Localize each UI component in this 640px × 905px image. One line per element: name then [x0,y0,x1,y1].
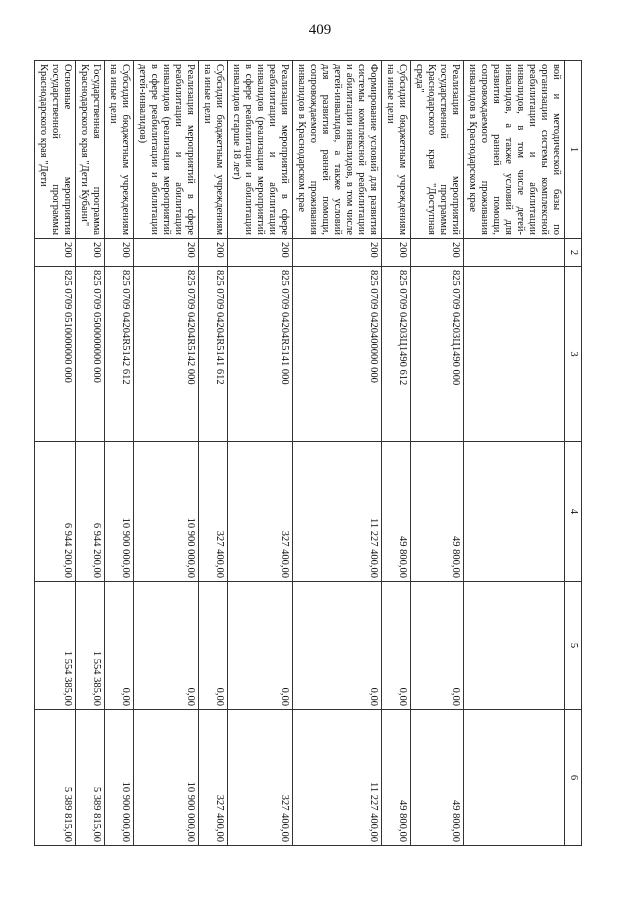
row-value-4: 6 944 200,00 [35,442,76,582]
row-name: Государственная программа Краснодарского края "Дети Кубани" [76,61,105,239]
row-value-4 [464,442,565,582]
row-value-5: 0,00 [228,582,293,710]
rotated-table-container [38,60,582,845]
row-value-6: 5 389 815,00 [76,710,105,846]
row-value-5: 0,00 [382,582,411,710]
table-row [293,61,382,846]
row-name: Субсидии бюджетным учреждениям на иные цели [105,61,134,239]
row-value-4: 327 400,00 [228,442,293,582]
row-value-4: 11 227 400,00 [293,442,382,582]
row-code: 825 0709 0510000000 000 [35,267,76,442]
row-name: Реализация мероприятий в сфере реабилитации и абилитации инвалидов (реализация мероприятий в сфере реабилитации и абилитации инвалидов старше 18 лет) [228,61,293,239]
table-row [382,61,411,846]
row-name: Основные мероприятия государственной программы Краснодарского края "Дети [35,61,76,239]
row-value-5: 1 554 385,00 [76,582,105,710]
row-value-5: 0,00 [199,582,228,710]
row-value-6: 11 227 400,00 [293,710,382,846]
row-grbs: 200 [35,239,76,267]
row-value-4: 49 800,00 [411,442,464,582]
row-grbs: 200 [76,239,105,267]
row-code: 825 0709 04203Ц1490 000 [411,267,464,442]
row-value-5: 0,00 [105,582,134,710]
table-header-row [565,61,582,846]
table-row [105,61,134,846]
row-value-6 [464,710,565,846]
row-name: Формирование условий для развития системы комплексной реабилитации и абилитации инвалидов, в том числе детей-инвалидов, а также условий для развития ранней помощи, сопровождаемого проживания инвалидов в Краснодарском крае [293,61,382,239]
row-value-5: 0,00 [411,582,464,710]
row-grbs: 200 [411,239,464,267]
row-value-6: 49 800,00 [411,710,464,846]
row-value-4: 49 800,00 [382,442,411,582]
column-header: 6 [565,710,582,846]
table-row [76,61,105,846]
column-header: 5 [565,582,582,710]
row-grbs: 200 [134,239,199,267]
row-value-6: 10 900 000,00 [134,710,199,846]
row-value-5 [464,582,565,710]
row-value-6: 49 800,00 [382,710,411,846]
row-value-4: 327 400,00 [199,442,228,582]
budget-table [34,60,582,846]
table-row [134,61,199,846]
row-code: 825 0709 0500000000 000 [76,267,105,442]
row-code: 825 0709 04204R5141 000 [228,267,293,442]
row-code: 825 0709 04203Ц1490 612 [382,267,411,442]
row-grbs: 200 [105,239,134,267]
row-value-5: 0,00 [134,582,199,710]
row-value-5: 0,00 [293,582,382,710]
column-header: 2 [565,239,582,267]
page-number: 409 [308,22,332,38]
row-name: Субсидии бюджетным учреждениям на иные цели [199,61,228,239]
row-grbs: 200 [382,239,411,267]
row-code: 825 0709 04204R5142 000 [134,267,199,442]
row-value-4: 10 900 000,00 [105,442,134,582]
table-row [228,61,293,846]
row-grbs [464,239,565,267]
row-name: Реализация мероприятий государственной программы Краснодарского края "Доступная среда" [411,61,464,239]
row-code [464,267,565,442]
row-grbs: 200 [228,239,293,267]
row-name: Субсидии бюджетным учреждениям на иные цели [382,61,411,239]
row-name: вой и методической базы по организации системы комплексной реабилитации и абилитации инвалидов, в том числе детей-инвалидов, а также условий для развития ранней помощи, сопровождаемого проживания инвалидов в Краснодарском крае [464,61,565,239]
column-header: 4 [565,442,582,582]
row-value-5: 1 554 385,00 [35,582,76,710]
table-row [411,61,464,846]
row-value-4: 6 944 200,00 [76,442,105,582]
row-code: 825 0709 0420400000 000 [293,267,382,442]
row-grbs: 200 [199,239,228,267]
row-value-6: 327 400,00 [228,710,293,846]
column-header: 1 [565,61,582,239]
row-value-4: 10 900 000,00 [134,442,199,582]
row-name: Реализация мероприятий в сфере реабилитации и абилитации инвалидов (реализация мероприятий в сфере реабилитации и абилитации детей-инвалидов) [134,61,199,239]
row-value-6: 327 400,00 [199,710,228,846]
table-row [464,61,565,846]
row-value-6: 10 900 000,00 [105,710,134,846]
table-row [35,61,76,846]
row-code: 825 0709 04204R5142 612 [105,267,134,442]
row-grbs: 200 [293,239,382,267]
row-code: 825 0709 04204R5141 612 [199,267,228,442]
column-header: 3 [565,267,582,442]
row-value-6: 5 389 815,00 [35,710,76,846]
table-row [199,61,228,846]
